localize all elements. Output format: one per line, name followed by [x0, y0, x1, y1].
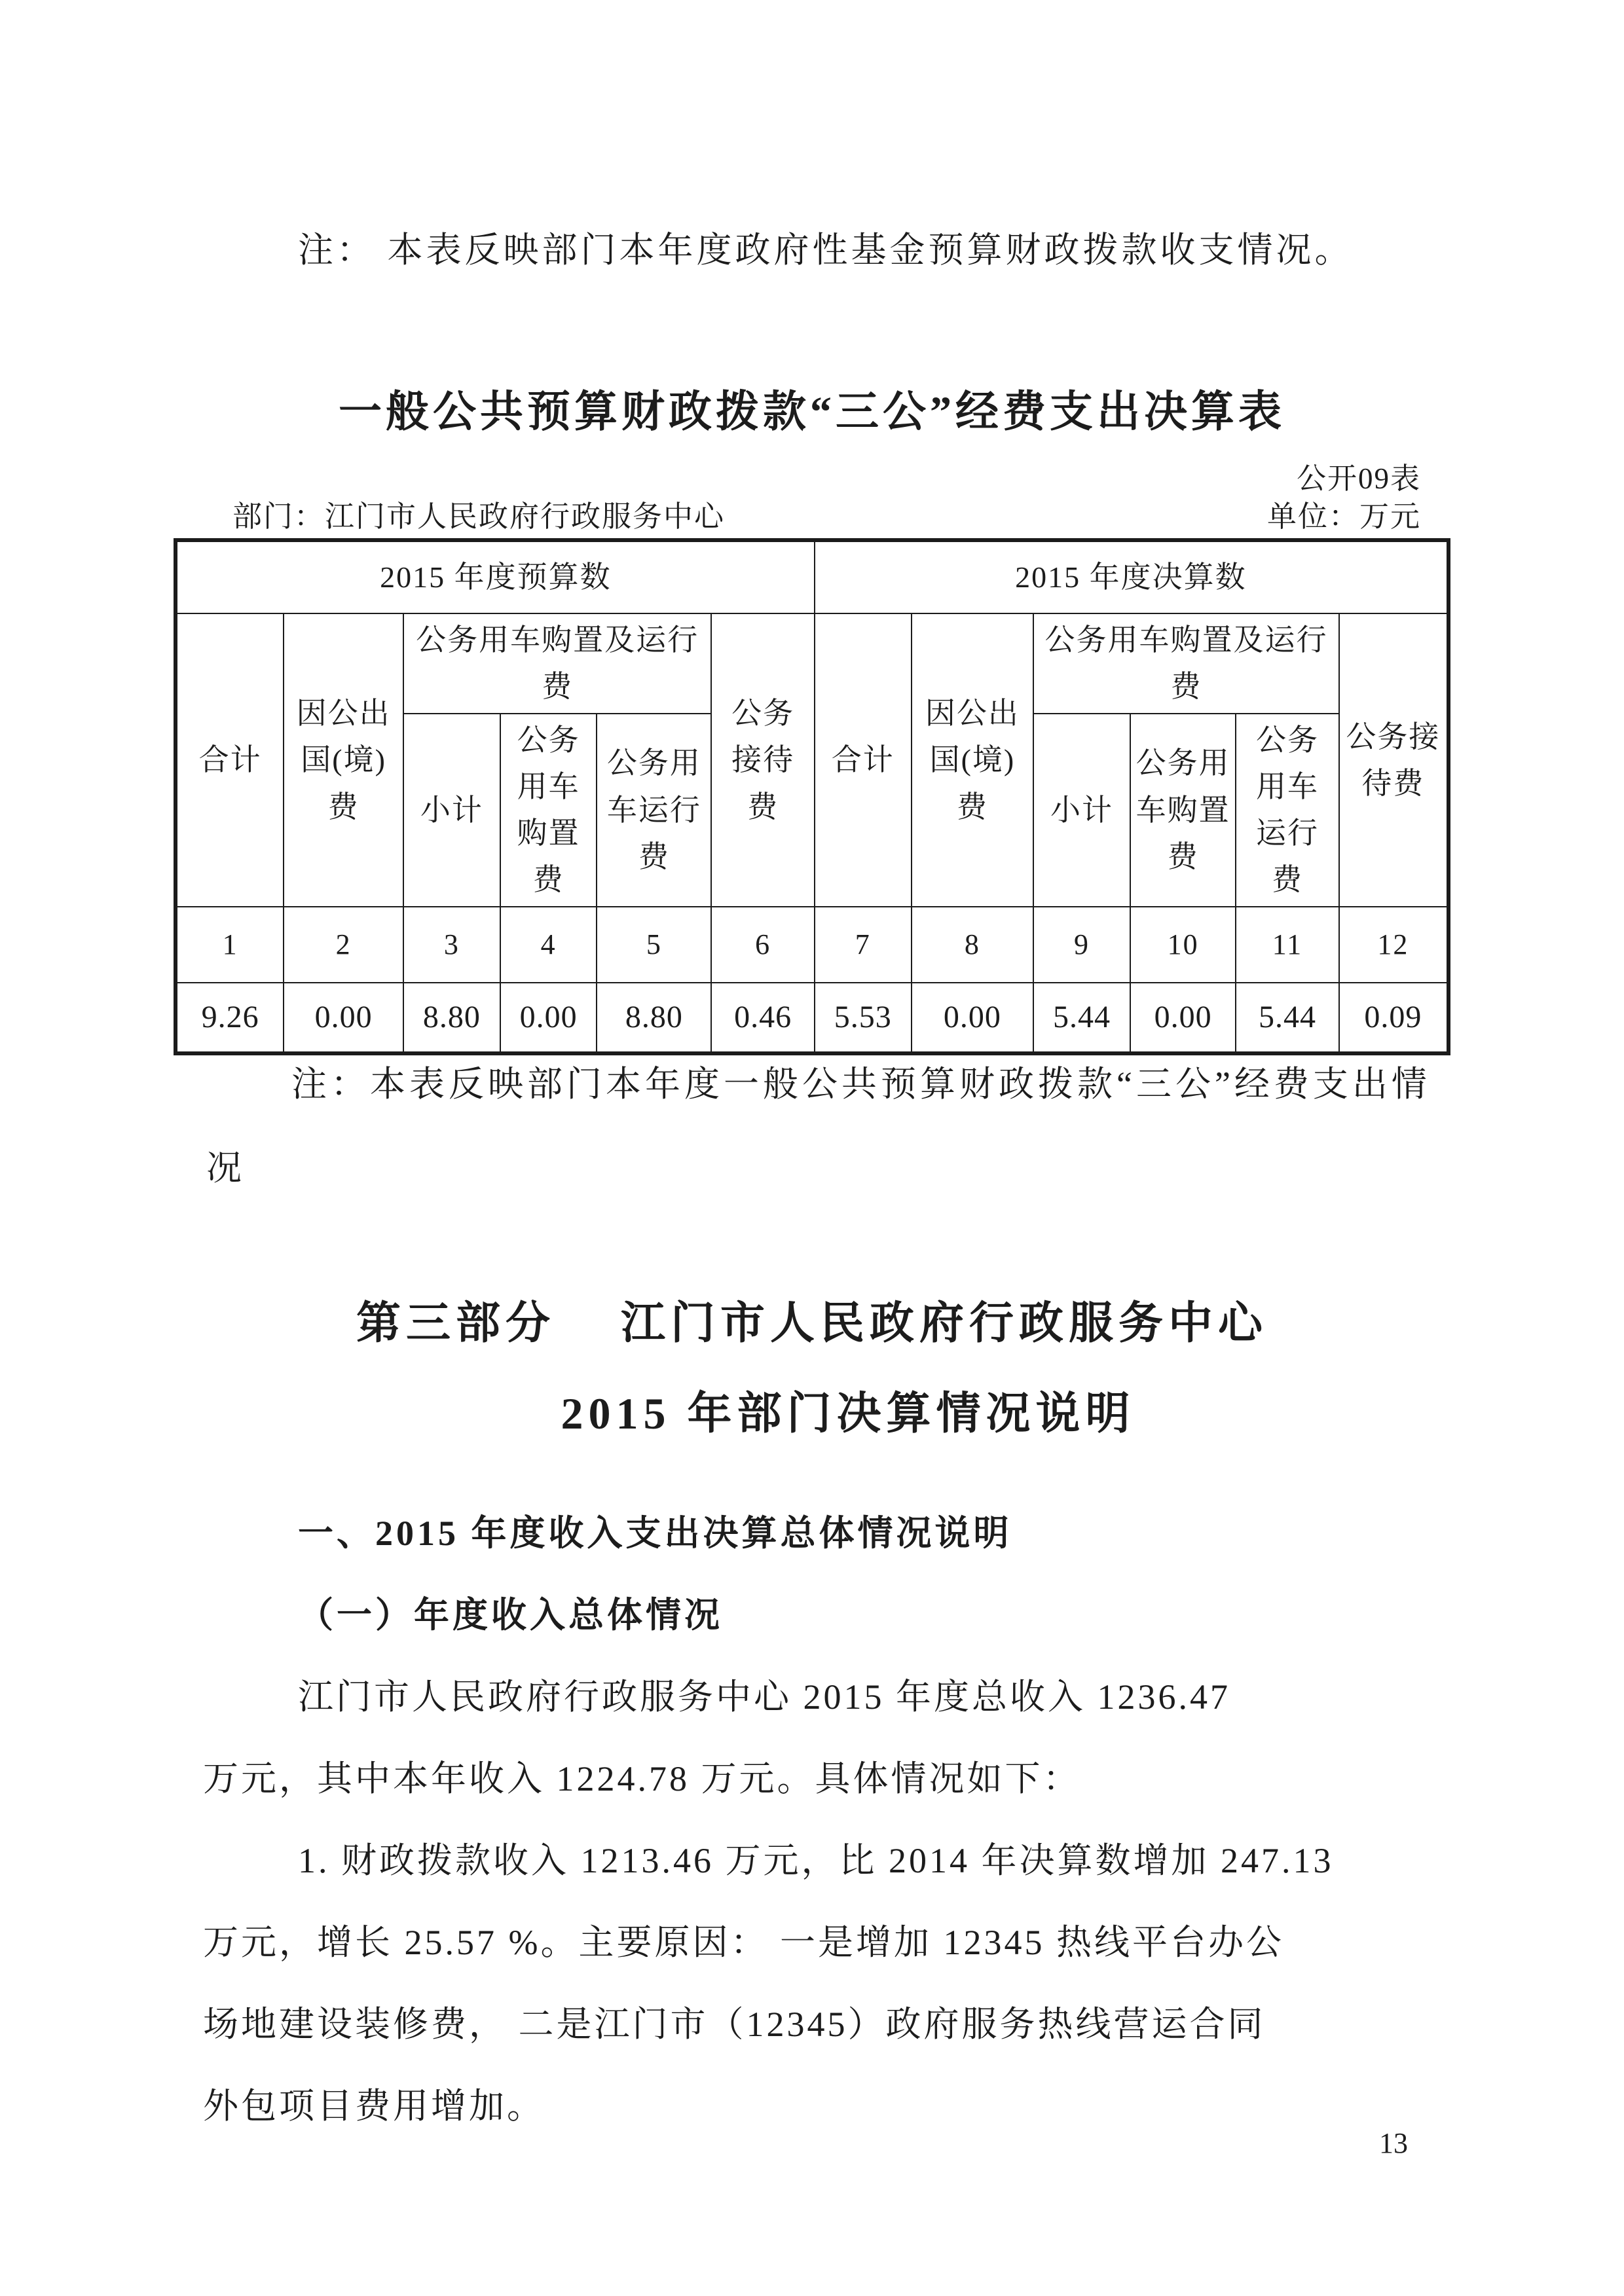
paragraph2-line4: 外包项目费用增加。	[203, 2086, 545, 2126]
section-heading-1-1: （一）年度收入总体情况	[298, 1595, 723, 1635]
col-number-cell: 8	[912, 907, 1034, 983]
value-cell: 0.46	[711, 983, 814, 1053]
value-cell: 0.00	[912, 983, 1034, 1053]
paragraph1-line1: 江门市人民政府行政服务中心 2015 年度总收入 1236.47	[298, 1677, 1230, 1717]
three-public-expense-table	[174, 538, 1450, 1055]
paragraph2-line1: 1. 财政拨款收入 1213.46 万元，比 2014 年决算数增加 247.13	[298, 1841, 1334, 1880]
budget-year-group-header: 2015 年度预算数	[175, 540, 815, 613]
value-cell: 8.80	[403, 983, 500, 1053]
value-cell: 0.09	[1339, 983, 1449, 1053]
th-reception-budget: 公务接待费	[711, 613, 814, 907]
col-number-cell: 7	[815, 907, 912, 983]
th-vehicle-group-final: 公务用车购置及运行费	[1033, 613, 1339, 714]
th-subtotal-budget: 小计	[403, 714, 500, 907]
table-footnote-line1: 注：本表反映部门本年度一般公共预算财政拨款“三公”经费支出情	[291, 1065, 1431, 1104]
part3-heading	[0, 1278, 1624, 1459]
col-number-cell: 6	[711, 907, 814, 983]
th-reception-final: 公务接待费	[1339, 613, 1449, 907]
column-number-row	[175, 907, 1449, 983]
th-total-budget: 合计	[175, 613, 284, 907]
year-group-row	[175, 540, 1449, 613]
th-operation-budget: 公务用车运行费	[597, 714, 711, 907]
value-cell: 8.80	[597, 983, 711, 1053]
section-heading-1: 一、2015 年度收入支出决算总体情况说明	[298, 1514, 1012, 1553]
th-subtotal-final: 小计	[1033, 714, 1130, 907]
paragraph1-line2: 万元，其中本年收入 1224.78 万元。具体情况如下：	[203, 1759, 1081, 1798]
th-purchase-budget: 公务用车购置费	[500, 714, 597, 907]
col-number-cell: 2	[284, 907, 403, 983]
th-abroad-budget: 因公出国(境)费	[284, 613, 403, 907]
value-cell: 5.53	[815, 983, 912, 1053]
col-number-cell: 4	[500, 907, 597, 983]
table-title: 一般公共预算财政拨款“三公”经费支出决算表	[339, 388, 1285, 436]
col-number-cell: 12	[1339, 907, 1449, 983]
th-purchase-final: 公务用车购置费	[1130, 714, 1236, 907]
col-number-cell: 10	[1130, 907, 1236, 983]
col-number-cell: 3	[403, 907, 500, 983]
col-number-cell: 11	[1236, 907, 1338, 983]
department-label: 部门：江门市人民政府行政服务中心	[232, 500, 726, 533]
th-total-final: 合计	[815, 613, 912, 907]
body-content	[203, 1493, 1441, 2147]
value-cell: 0.00	[500, 983, 597, 1053]
table-footnote-line2: 况	[206, 1148, 246, 1188]
part3-label: 第三部分	[356, 1298, 555, 1348]
paragraph2-line3: 场地建设装修费， 二是江门市（12345）政府服务热线营运合同	[203, 2005, 1266, 2044]
value-cell: 5.44	[1033, 983, 1130, 1053]
table-code: 公开09表	[1296, 462, 1421, 495]
header-row-upper	[175, 613, 1449, 714]
th-vehicle-group-budget: 公务用车购置及运行费	[403, 613, 711, 714]
th-abroad-final: 因公出国(境)费	[912, 613, 1034, 907]
gov-fund-table-note: 注： 本表反映部门本年度政府性基金预算财政拨款收支情况。	[298, 230, 1354, 270]
final-year-group-header: 2015 年度决算数	[815, 540, 1449, 613]
part3-org-name: 江门市人民政府行政服务中心	[621, 1298, 1268, 1348]
value-cell: 9.26	[175, 983, 284, 1053]
part3-subtitle: 2015 年部门决算情况说明	[561, 1389, 1135, 1438]
value-cell: 0.00	[284, 983, 403, 1053]
unit-label: 单位：万元	[1266, 500, 1421, 533]
table-footnote	[206, 1042, 1444, 1210]
col-number-cell: 9	[1033, 907, 1130, 983]
value-cell: 5.44	[1236, 983, 1338, 1053]
paragraph2-line2: 万元，增长 25.57 %。主要原因： 一是增加 12345 热线平台办公	[203, 1923, 1284, 1962]
col-number-cell: 5	[597, 907, 711, 983]
col-number-cell: 1	[175, 907, 284, 983]
value-cell: 0.00	[1130, 983, 1236, 1053]
th-operation-final: 公务用车运行费	[1236, 714, 1338, 907]
page-number: 13	[1379, 2127, 1408, 2159]
